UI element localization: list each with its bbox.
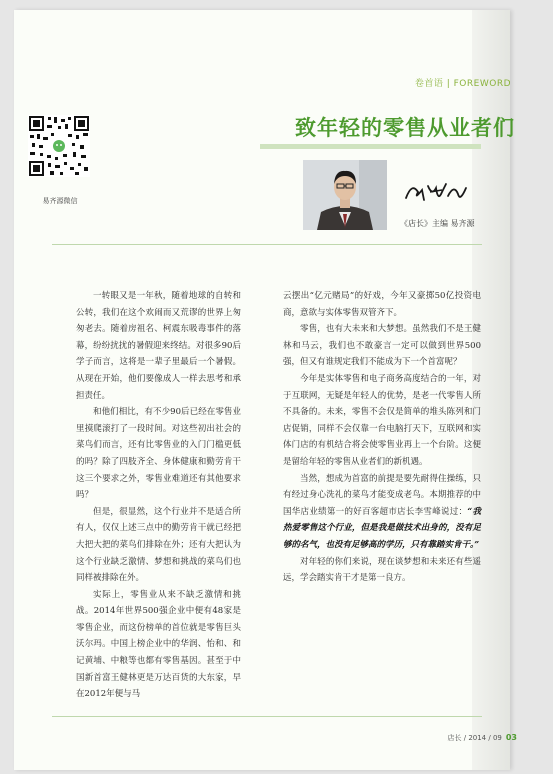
article-paragraph: 零售，也有大未来和大梦想。虽然我们不是王健林和马云，我们也不敢豪言一定可以做到世界500强，但又有谁规定我们不能成为下一个首富呢？ <box>283 324 481 368</box>
editor-byline: 《店长》主编 易齐源 <box>400 219 475 228</box>
issue-label: 店长 / 2014 / 09 <box>447 734 502 742</box>
footer-separator <box>52 716 482 717</box>
article-paragraph: 云摆出“亿元赌局”的好戏，今年又豪掷50亿投资电商，意欲与实体零售双管齐下。 <box>283 291 481 318</box>
article-paragraph: 一转眼又是一年秋，随着地球的自转和公转，我们在这个欢闹而又荒谬的世界上匆匆老去。随着房祖名、柯震东吸毒事件的落幕，纷纷扰扰的暑假迎来终结。对很多90后学子而言，这将是一辈子里最后一个暑假。从现在开始，他们要像成人一样去思考和承担责任。 <box>76 291 241 401</box>
editor-photo <box>303 160 387 230</box>
article-paragraph-with-quote <box>283 471 481 554</box>
page-title: 致年轻的零售从业者们 <box>295 116 515 140</box>
qr-caption: 易齐源微信 <box>42 197 78 205</box>
page-footer <box>448 733 517 743</box>
page-number: 03 <box>505 733 517 742</box>
title-underline <box>260 144 481 149</box>
section-tag: 卷首语 | FOREWORD <box>414 79 511 89</box>
article-column-left <box>76 288 241 703</box>
article-column-right <box>283 288 481 587</box>
article-paragraph: 和他们相比，有不少90后已经在零售业里摸爬滚打了一段时间。对这些初出社会的菜鸟们而言，还有比零售业的入门门槛更低的吗？除了四肢齐全、身体健康和勤劳肯干这三个要求之外，零售业难道还有其他要求吗？ <box>76 407 241 501</box>
editor-signature <box>402 178 472 206</box>
article-paragraph: 今年是实体零售和电子商务高度结合的一年，对于互联网，无疑是年轻人的优势，是老一代零售人所不具备的。未来，零售不会仅是简单的堆头陈列和门店促销，同样不会仅靠一台电脑打天下，互联网和实体门店的有机结合将会使零售业再上一个台阶。这便是留给年轻的零售从业者们的新机遇。 <box>283 373 481 467</box>
article-paragraph: 对年轻的你们来说，现在谈梦想和未来还有些遥远，学会踏实肯干才是第一良方。 <box>283 556 481 584</box>
wechat-qr-code <box>28 115 90 177</box>
highlighted-quote: “我热爱零售这个行业，但是我是做技术出身的，没有足够的名气，也没有足够高的学历，只有靠踏实肯干。” <box>283 506 481 550</box>
article-paragraph: 但是，很显然，这个行业并不是适合所有人，仅仅上述三点中的勤劳肯干就已经把大把大把的菜鸟们排除在外；还有大把认为这个行业缺乏激情、梦想和挑战的菜鸟们也同样被排除在外。 <box>76 506 241 584</box>
qr-code-graphic <box>28 115 90 177</box>
article-paragraph: 实际上，零售业从来不缺乏激情和挑战。2014年世界500强企业中便有48家是零售企业，而这份榜单的首位就是零售巨头沃尔玛。中国上榜企业中的华润、怡和、和记黄埔、中粮等也都有零售基因。甚至于中国新首富王健林更是万达百货的大东家，早在2012年便与马 <box>76 589 241 700</box>
header-separator <box>52 244 482 245</box>
article-paragraph-text: 当然，想成为首富的前提是要先耐得住操练，只有经过身心洗礼的菜鸟才能变成老鸟。本期推荐的中国华店业绩第一的好百客超市店长李雪峰说过： <box>283 473 481 517</box>
